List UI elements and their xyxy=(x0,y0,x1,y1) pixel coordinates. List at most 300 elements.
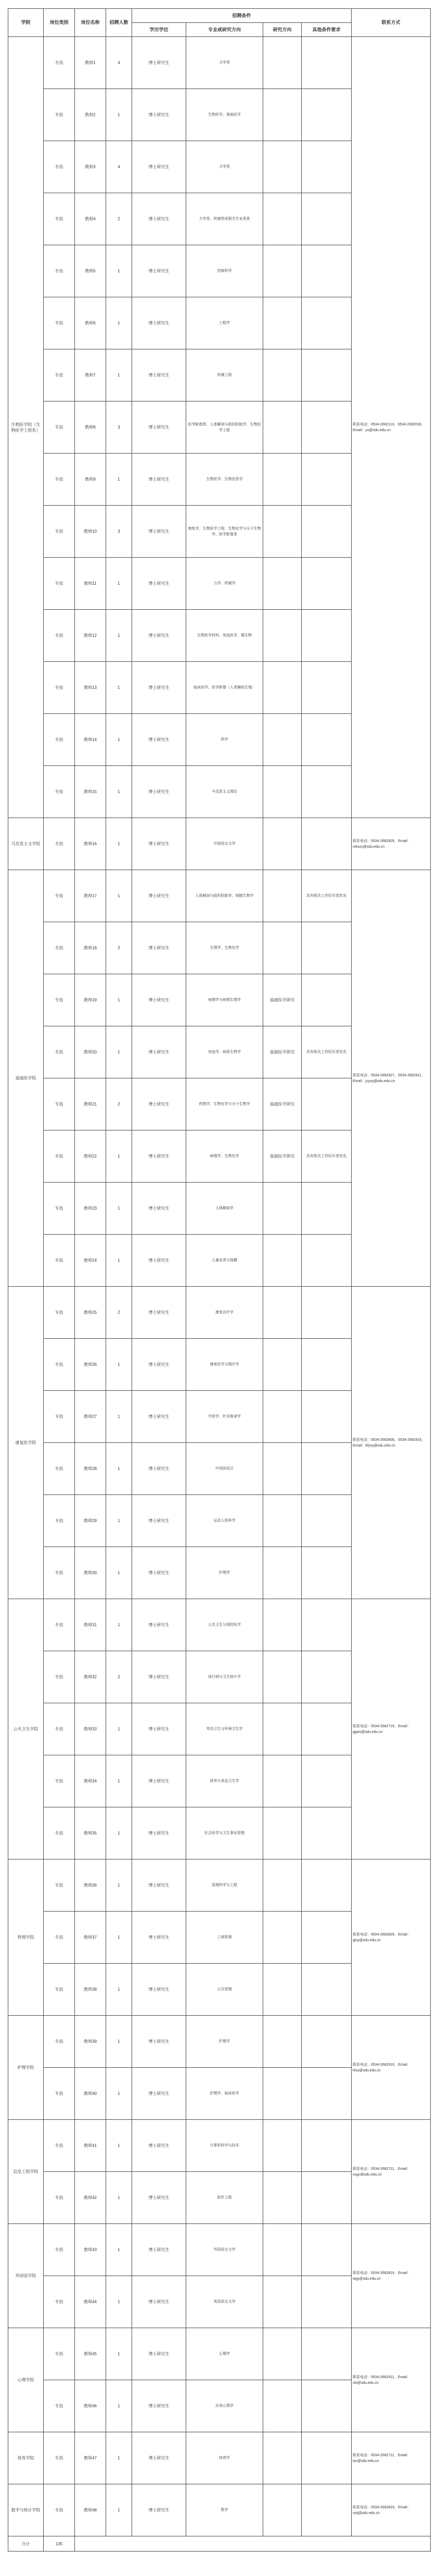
row-major: 流行病与卫生统计学 xyxy=(186,1651,263,1703)
row-major: 病理学、生物化学 xyxy=(186,1130,263,1183)
row-direction xyxy=(263,662,302,714)
row-count: 1 xyxy=(106,2432,132,2484)
row-category: 专技 xyxy=(44,818,75,870)
row-post: 教师15 xyxy=(75,766,106,818)
row-education: 博士研究生 xyxy=(132,974,186,1026)
row-category: 专技 xyxy=(44,558,75,610)
row-education: 博士研究生 xyxy=(132,297,186,349)
row-major: 马克思主义理论 xyxy=(186,766,263,818)
row-count: 1 xyxy=(106,1183,132,1235)
row-count: 1 xyxy=(106,2328,132,2380)
college-name: 信息工程学院 xyxy=(8,2120,44,2224)
row-post: 教师45 xyxy=(75,2328,106,2380)
row-direction xyxy=(263,2172,302,2224)
row-category: 专技 xyxy=(44,1599,75,1651)
row-category: 专技 xyxy=(44,89,75,141)
row-post: 教师2 xyxy=(75,89,106,141)
row-post: 教师3 xyxy=(75,141,106,193)
row-direction: 基础医学研究 xyxy=(263,1026,302,1078)
table-row xyxy=(8,2328,431,2380)
total-value: 135 xyxy=(44,2536,75,2552)
row-direction xyxy=(263,297,302,349)
row-direction xyxy=(263,1912,302,1964)
row-education: 博士研究生 xyxy=(132,1339,186,1391)
row-direction xyxy=(263,506,302,558)
college-contact: 联系电话：0534-2682826，Email：mkszy@sdu.edu.cn xyxy=(352,818,431,870)
row-count: 1 xyxy=(106,1859,132,1912)
row-direction xyxy=(263,1547,302,1599)
row-major: 计算机科学与技术 xyxy=(186,2120,263,2172)
row-direction: 基础医学研究 xyxy=(263,1130,302,1183)
row-major: 护理学 xyxy=(186,1547,263,1599)
row-category: 专技 xyxy=(44,2120,75,2172)
row-count: 1 xyxy=(106,1912,132,1964)
row-other xyxy=(302,1391,352,1443)
header-education: 学历学位 xyxy=(132,23,186,37)
row-other xyxy=(302,89,352,141)
row-category: 专技 xyxy=(44,714,75,766)
row-other xyxy=(302,2068,352,2120)
row-post: 教师36 xyxy=(75,1859,106,1912)
row-direction xyxy=(263,2224,302,2276)
row-category: 专技 xyxy=(44,1859,75,1912)
row-other xyxy=(302,349,352,401)
row-category: 专技 xyxy=(44,193,75,245)
row-major: 护理学 xyxy=(186,2016,263,2068)
row-post: 教师40 xyxy=(75,2068,106,2120)
row-post: 教师43 xyxy=(75,2224,106,2276)
row-count: 2 xyxy=(106,1078,132,1130)
row-direction xyxy=(263,558,302,610)
row-direction xyxy=(263,2016,302,2068)
row-major: 体育学 xyxy=(186,2432,263,2484)
row-major: 药理学、生物化学与分子生物学 xyxy=(186,1078,263,1130)
row-count: 1 xyxy=(106,2276,132,2328)
row-direction xyxy=(263,1703,302,1755)
row-other xyxy=(302,2380,352,2432)
row-major: 力学类 xyxy=(186,37,263,89)
row-education: 博士研究生 xyxy=(132,1026,186,1078)
row-count: 1 xyxy=(106,1495,132,1547)
row-education: 博士研究生 xyxy=(132,37,186,89)
row-education: 博士研究生 xyxy=(132,2016,186,2068)
row-count: 1 xyxy=(106,1755,132,1807)
row-category: 专技 xyxy=(44,870,75,922)
row-major: 生物医学、基础医学 xyxy=(186,89,263,141)
row-major: 生理学、生物化学 xyxy=(186,922,263,974)
row-direction xyxy=(263,141,302,193)
row-major: 应用心理学 xyxy=(186,2380,263,2432)
table-row xyxy=(8,2484,431,2536)
row-category: 专技 xyxy=(44,1651,75,1703)
row-major: 工商管理 xyxy=(186,1912,263,1964)
row-count: 1 xyxy=(106,662,132,714)
row-education: 博士研究生 xyxy=(132,1912,186,1964)
row-other xyxy=(302,1964,352,2016)
row-post: 教师22 xyxy=(75,1130,106,1183)
row-other xyxy=(302,2016,352,2068)
row-education: 博士研究生 xyxy=(132,1755,186,1807)
row-category: 专技 xyxy=(44,974,75,1026)
row-count: 1 xyxy=(106,2068,132,2120)
row-major: 儿童发育与保健 xyxy=(186,1235,263,1287)
row-major: 药学 xyxy=(186,714,263,766)
row-education: 博士研究生 xyxy=(132,2432,186,2484)
row-direction xyxy=(263,193,302,245)
row-count: 1 xyxy=(106,2172,132,2224)
row-major: 康复学、生物医学工程、生物化学与分子生物学、医学影像类 xyxy=(186,506,263,558)
college-name: 心理学院 xyxy=(8,2328,44,2432)
row-other xyxy=(302,1183,352,1235)
row-other xyxy=(302,662,352,714)
header-major: 专业或研究方向 xyxy=(186,23,263,37)
row-major: 免疫学、病原生物学 xyxy=(186,1026,263,1078)
row-direction xyxy=(263,1651,302,1703)
row-category: 专技 xyxy=(44,506,75,558)
row-major: 劳动卫生与环境卫生学 xyxy=(186,1703,263,1755)
table-row xyxy=(8,37,431,89)
row-education: 博士研究生 xyxy=(132,1235,186,1287)
row-major: 人体解剖学 xyxy=(186,1183,263,1235)
row-count: 1 xyxy=(106,1703,132,1755)
row-other xyxy=(302,37,352,89)
table-row xyxy=(8,1287,431,1339)
row-other xyxy=(302,1651,352,1703)
row-other xyxy=(302,1703,352,1755)
row-count: 1 xyxy=(106,1443,132,1495)
total-label: 合计 xyxy=(8,2536,44,2552)
row-count: 2 xyxy=(106,193,132,245)
row-post: 教师28 xyxy=(75,1443,106,1495)
row-count: 1 xyxy=(106,89,132,141)
row-other xyxy=(302,2432,352,2484)
row-education: 博士研究生 xyxy=(132,401,186,454)
row-education: 博士研究生 xyxy=(132,1443,186,1495)
row-post: 教师31 xyxy=(75,1599,106,1651)
row-other xyxy=(302,1599,352,1651)
row-major: 控制科学 xyxy=(186,245,263,297)
row-post: 教师25 xyxy=(75,1287,106,1339)
row-other xyxy=(302,2484,352,2536)
row-major: 康复医学与理疗学 xyxy=(186,1339,263,1391)
row-count: 1 xyxy=(106,1547,132,1599)
row-education: 博士研究生 xyxy=(132,1807,186,1859)
row-education: 博士研究生 xyxy=(132,766,186,818)
row-post: 教师44 xyxy=(75,2276,106,2328)
college-name: 公共卫生学院 xyxy=(8,1599,44,1859)
row-other xyxy=(302,141,352,193)
row-other xyxy=(302,922,352,974)
row-post: 教师41 xyxy=(75,2120,106,2172)
row-category: 专技 xyxy=(44,2276,75,2328)
row-post: 教师21 xyxy=(75,1078,106,1130)
row-major: 营养与食品卫生学 xyxy=(186,1755,263,1807)
row-education: 博士研究生 xyxy=(132,454,186,506)
row-other xyxy=(302,1859,352,1912)
row-post: 教师39 xyxy=(75,2016,106,2068)
row-count: 1 xyxy=(106,870,132,922)
table-row xyxy=(8,2120,431,2172)
row-education: 博士研究生 xyxy=(132,1183,186,1235)
row-count: 4 xyxy=(106,141,132,193)
row-category: 专技 xyxy=(44,401,75,454)
row-education: 博士研究生 xyxy=(132,1859,186,1912)
row-direction xyxy=(263,1807,302,1859)
row-direction xyxy=(263,1391,302,1443)
header-contact: 联系方式 xyxy=(352,9,431,37)
row-post: 教师29 xyxy=(75,1495,106,1547)
row-category: 专技 xyxy=(44,2016,75,2068)
row-category: 专技 xyxy=(44,2172,75,2224)
row-count: 1 xyxy=(106,2484,132,2536)
row-direction xyxy=(263,1183,302,1235)
row-major: 生物医学材料、免疫医学、微生物 xyxy=(186,610,263,662)
table-body xyxy=(8,37,431,2536)
row-other xyxy=(302,1078,352,1130)
row-other: 具有相关工作经历者优先 xyxy=(302,1026,352,1078)
row-education: 博士研究生 xyxy=(132,1964,186,2016)
row-post: 教师12 xyxy=(75,610,106,662)
college-contact: 联系电话：0534-2682711，Email：tyx@sdu.edu.cn xyxy=(352,2432,431,2484)
row-post: 教师11 xyxy=(75,558,106,610)
row-post: 教师24 xyxy=(75,1235,106,1287)
row-post: 教师34 xyxy=(75,1755,106,1807)
college-name: 马克思主义学院 xyxy=(8,818,44,870)
college-name: 护理学院 xyxy=(8,2016,44,2120)
row-other xyxy=(302,1443,352,1495)
row-other xyxy=(302,193,352,245)
row-major: 机械工程 xyxy=(186,349,263,401)
row-direction xyxy=(263,1495,302,1547)
row-category: 专技 xyxy=(44,1755,75,1807)
row-education: 博士研究生 xyxy=(132,1287,186,1339)
row-other xyxy=(302,1235,352,1287)
table-row xyxy=(8,1599,431,1651)
college-contact: 联系电话：0534-2682711，Email：xxgc@sdu.edu.cn xyxy=(352,2120,431,2224)
row-direction xyxy=(263,1339,302,1391)
row-education: 博士研究生 xyxy=(132,2172,186,2224)
row-count: 1 xyxy=(106,297,132,349)
row-other xyxy=(302,401,352,454)
row-other xyxy=(302,454,352,506)
row-direction xyxy=(263,454,302,506)
row-other xyxy=(302,766,352,818)
college-name: 康复医学院 xyxy=(8,1287,44,1599)
row-count: 1 xyxy=(106,2016,132,2068)
row-direction xyxy=(263,922,302,974)
college-contact: 联系电话：0534-2682816，Email：wgy@sdu.edu.cn xyxy=(352,2224,431,2328)
row-direction xyxy=(263,37,302,89)
row-direction xyxy=(263,2068,302,2120)
row-category: 专技 xyxy=(44,1026,75,1078)
row-direction xyxy=(263,1287,302,1339)
row-major: 运动人体科学 xyxy=(186,1495,263,1547)
row-post: 教师9 xyxy=(75,454,106,506)
row-direction xyxy=(263,1443,302,1495)
row-post: 教师23 xyxy=(75,1183,106,1235)
college-contact: 联系电话：0534-2682927，0534-2682911，Email：jcyxy@sdu.edu.cn xyxy=(352,870,431,1287)
row-education: 博士研究生 xyxy=(132,1547,186,1599)
row-category: 专技 xyxy=(44,245,75,297)
row-other xyxy=(302,2224,352,2276)
row-category: 专技 xyxy=(44,2380,75,2432)
row-major: 康复治疗学 xyxy=(186,1287,263,1339)
row-count: 1 xyxy=(106,2380,132,2432)
row-direction xyxy=(263,818,302,870)
row-count: 1 xyxy=(106,1026,132,1078)
college-contact: 联系电话：0534-2682716，Email：ggws@sdu.edu.cn xyxy=(352,1599,431,1859)
row-direction: 基础医学研究 xyxy=(263,1078,302,1130)
row-post: 教师30 xyxy=(75,1547,106,1599)
row-category: 专技 xyxy=(44,454,75,506)
row-count: 1 xyxy=(106,2224,132,2276)
row-major: 心理学 xyxy=(186,2328,263,2380)
row-other xyxy=(302,558,352,610)
row-other xyxy=(302,1495,352,1547)
row-major: 英语语言文学 xyxy=(186,2276,263,2328)
row-category: 专技 xyxy=(44,610,75,662)
row-post: 教师17 xyxy=(75,870,106,922)
row-education: 博士研究生 xyxy=(132,2276,186,2328)
row-education: 博士研究生 xyxy=(132,2120,186,2172)
row-other xyxy=(302,297,352,349)
row-category: 专技 xyxy=(44,141,75,193)
row-post: 教师18 xyxy=(75,922,106,974)
row-major: 数学 xyxy=(186,2484,263,2536)
row-post: 教师16 xyxy=(75,818,106,870)
row-other xyxy=(302,1912,352,1964)
header-category: 岗位类别 xyxy=(44,9,75,37)
row-major: 中国语言文学 xyxy=(186,818,263,870)
college-contact: 联系电话：0534-2682911，Email：xlx@sdu.edu.cn xyxy=(352,2328,431,2432)
row-direction xyxy=(263,2484,302,2536)
row-major: 力学类、机械类或相关专业背景 xyxy=(186,193,263,245)
table-row xyxy=(8,2016,431,2068)
row-count: 1 xyxy=(106,1391,132,1443)
row-count: 1 xyxy=(106,558,132,610)
row-major: 护理学、临床医学 xyxy=(186,2068,263,2120)
row-major: 力学、机械学 xyxy=(186,558,263,610)
row-category: 专技 xyxy=(44,1235,75,1287)
row-education: 博士研究生 xyxy=(132,870,186,922)
row-major: 社会医学与卫生事业管理 xyxy=(186,1807,263,1859)
row-other xyxy=(302,2276,352,2328)
row-other xyxy=(302,1755,352,1807)
table-row xyxy=(8,818,431,870)
row-post: 教师48 xyxy=(75,2484,106,2536)
row-other xyxy=(302,1287,352,1339)
row-category: 专技 xyxy=(44,1078,75,1130)
row-direction xyxy=(263,2276,302,2328)
row-category: 专技 xyxy=(44,1807,75,1859)
row-education: 博士研究生 xyxy=(132,1651,186,1703)
row-post: 教师20 xyxy=(75,1026,106,1078)
row-post: 教师26 xyxy=(75,1339,106,1391)
row-post: 教师47 xyxy=(75,2432,106,2484)
header-college: 学院 xyxy=(8,9,44,37)
row-education: 博士研究生 xyxy=(132,662,186,714)
row-other xyxy=(302,714,352,766)
row-category: 专技 xyxy=(44,2484,75,2536)
row-count: 1 xyxy=(106,714,132,766)
row-category: 专技 xyxy=(44,1547,75,1599)
college-contact: 联系电话：0534-2682806，0534-2682916，Email：kfyxy@sdu.edu.cn xyxy=(352,1287,431,1599)
row-category: 专技 xyxy=(44,1443,75,1495)
college-contact: 联系电话：0534-2682916，Email：hlxy@sdu.edu.cn xyxy=(352,2016,431,2120)
row-direction xyxy=(263,2120,302,2172)
row-category: 专技 xyxy=(44,2432,75,2484)
header-conditions: 招聘条件 xyxy=(132,9,352,23)
row-post: 教师19 xyxy=(75,974,106,1026)
row-major: 外国语言文学 xyxy=(186,2224,263,2276)
row-post: 教师42 xyxy=(75,2172,106,2224)
row-count: 1 xyxy=(106,2120,132,2172)
row-major: 生物医学、生物信息学 xyxy=(186,454,263,506)
row-other xyxy=(302,2172,352,2224)
table-row xyxy=(8,2224,431,2276)
row-category: 专技 xyxy=(44,2328,75,2380)
row-post: 教师4 xyxy=(75,193,106,245)
college-name: 管理学院 xyxy=(8,1859,44,2016)
row-education: 博士研究生 xyxy=(132,1391,186,1443)
row-education: 博士研究生 xyxy=(132,193,186,245)
row-count: 1 xyxy=(106,245,132,297)
row-major: 力学类 xyxy=(186,141,263,193)
row-count: 1 xyxy=(106,766,132,818)
table-row xyxy=(8,870,431,922)
row-count: 1 xyxy=(106,1130,132,1183)
row-post: 教师27 xyxy=(75,1391,106,1443)
row-direction xyxy=(263,870,302,922)
row-post: 教师32 xyxy=(75,1651,106,1703)
row-category: 专技 xyxy=(44,1339,75,1391)
row-category: 专技 xyxy=(44,2068,75,2120)
total-empty xyxy=(75,2536,431,2552)
row-post: 教师33 xyxy=(75,1703,106,1755)
header-other: 其他条件要求 xyxy=(302,23,352,37)
row-other: 具有相关工作经历者优先 xyxy=(302,1130,352,1183)
row-category: 专技 xyxy=(44,297,75,349)
row-other: 具有相关工作经历者优先 xyxy=(302,870,352,922)
row-other xyxy=(302,610,352,662)
header-count: 招聘人数 xyxy=(106,9,132,37)
row-count: 1 xyxy=(106,610,132,662)
row-count: 1 xyxy=(106,454,132,506)
row-count: 2 xyxy=(106,922,132,974)
row-direction xyxy=(263,2380,302,2432)
row-post: 教师7 xyxy=(75,349,106,401)
row-post: 教师5 xyxy=(75,245,106,297)
row-education: 博士研究生 xyxy=(132,1703,186,1755)
row-count: 1 xyxy=(106,1339,132,1391)
recruitment-table xyxy=(8,8,431,2552)
row-major: 中西医结合 xyxy=(186,1443,263,1495)
row-direction xyxy=(263,1859,302,1912)
row-education: 博士研究生 xyxy=(132,1078,186,1130)
row-education: 博士研究生 xyxy=(132,1130,186,1183)
row-direction xyxy=(263,766,302,818)
row-count: 1 xyxy=(106,1964,132,2016)
row-direction xyxy=(263,1964,302,2016)
table-row xyxy=(8,2432,431,2484)
row-direction xyxy=(263,349,302,401)
college-name: 基础医学院 xyxy=(8,870,44,1287)
row-category: 专技 xyxy=(44,1964,75,2016)
row-other xyxy=(302,506,352,558)
row-education: 博士研究生 xyxy=(132,349,186,401)
row-education: 博士研究生 xyxy=(132,89,186,141)
row-major: 管理科学与工程 xyxy=(186,1859,263,1912)
